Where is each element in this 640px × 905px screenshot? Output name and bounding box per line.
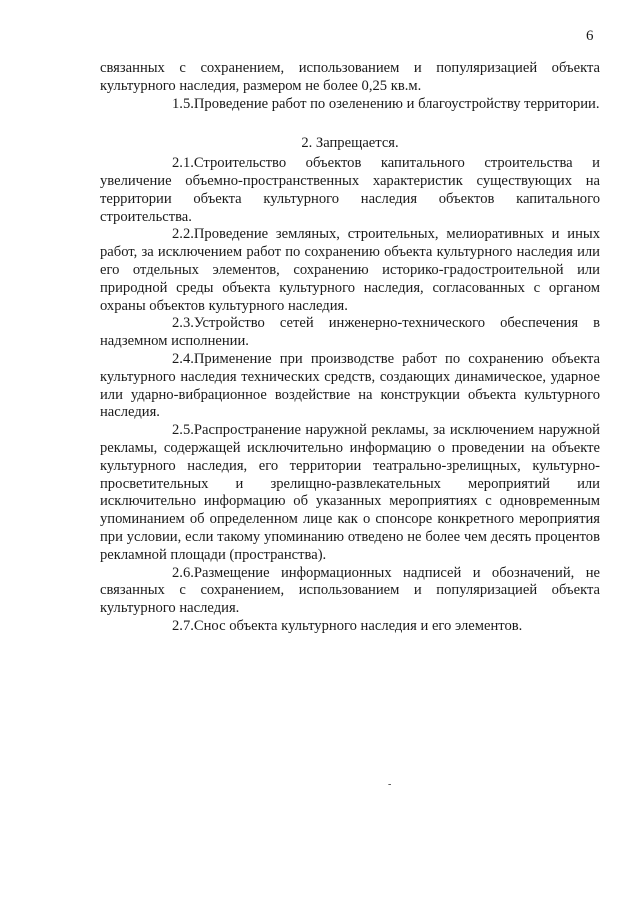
paragraph-2-5 (100, 422, 600, 564)
paragraph-number: 2.5. (172, 422, 194, 439)
page-number: 6 (586, 28, 594, 44)
footer-mark: - (388, 779, 392, 790)
paragraph-2-3 (100, 315, 600, 351)
document-body (100, 60, 600, 636)
paragraph-number: 2.7. (172, 617, 194, 634)
paragraph-number: 2.6. (172, 564, 194, 581)
paragraph-number: 1.5. (172, 95, 194, 112)
paragraph-text: Проведение работ по озеленению и благоустройству территории. (193, 95, 600, 112)
paragraph-2-1 (100, 155, 600, 226)
paragraph-2-6 (100, 565, 600, 618)
paragraph-text: связанных с сохранением, использованием и популяризацией объекта культурного наследия, размером не более 0,25 кв.м. (100, 60, 600, 94)
paragraph-2-4 (100, 351, 600, 422)
paragraph-text: Распространение наружной рекламы, за исключением наружной рекламы, содержащей исключительно информацию о проведении на объекте культурного наследия, его территории театрально-зрелищных, культурно-просветительных и зрелищно-развлекательных мероприятий или исключительно информацию об указанных мероприятиях с одновременным упоминанием об определенном лице как о спонсоре конкретного мероприятия при условии, если такому упоминанию отведено не более чем десять процентов рекламной площади (пространства). (100, 422, 600, 563)
section-heading: 2. Запрещается. (301, 135, 399, 152)
paragraph-number: 2.3. (172, 315, 194, 332)
paragraph-text: Размещение информационных надписей и обозначений, не связанных с сохранением, использованием и популяризацией объекта культурного наследия. (100, 564, 600, 617)
paragraph-number: 2.4. (172, 350, 194, 367)
paragraph-text: Устройство сетей инженерно-технического обеспечения в надземном исполнении. (100, 315, 600, 350)
paragraph-text: Проведение земляных, строительных, мелиоративных и иных работ, за исключением работ по сохранению объекта культурного наследия или его отдельных элементов, сохранению историко-градостроительной или природной среды объекта культурного наследия, согласованных с органом охраны объектов культурного наследия. (100, 226, 600, 314)
paragraph-2-2 (100, 226, 600, 315)
paragraph-1-5 (100, 96, 600, 114)
paragraph-text: Применение при производстве работ по сохранению объекта культурного наследия технических средств, создающих динамическое, ударное или ударно-вибрационное воздействие на конструкции объекта культурного наследия. (100, 350, 600, 421)
paragraph-number: 2.1. (172, 155, 194, 172)
paragraph-text: Строительство объектов капитального строительства и увеличение объемно-пространственных характеристик существующих на территории объекта культурного наследия объектов капитального строительства. (100, 155, 600, 225)
paragraph-continuation (100, 60, 600, 96)
paragraph-text: Снос объекта культурного наследия и его элементов. (193, 617, 523, 634)
paragraph-2-7 (100, 618, 600, 636)
paragraph-number: 2.2. (172, 226, 194, 243)
